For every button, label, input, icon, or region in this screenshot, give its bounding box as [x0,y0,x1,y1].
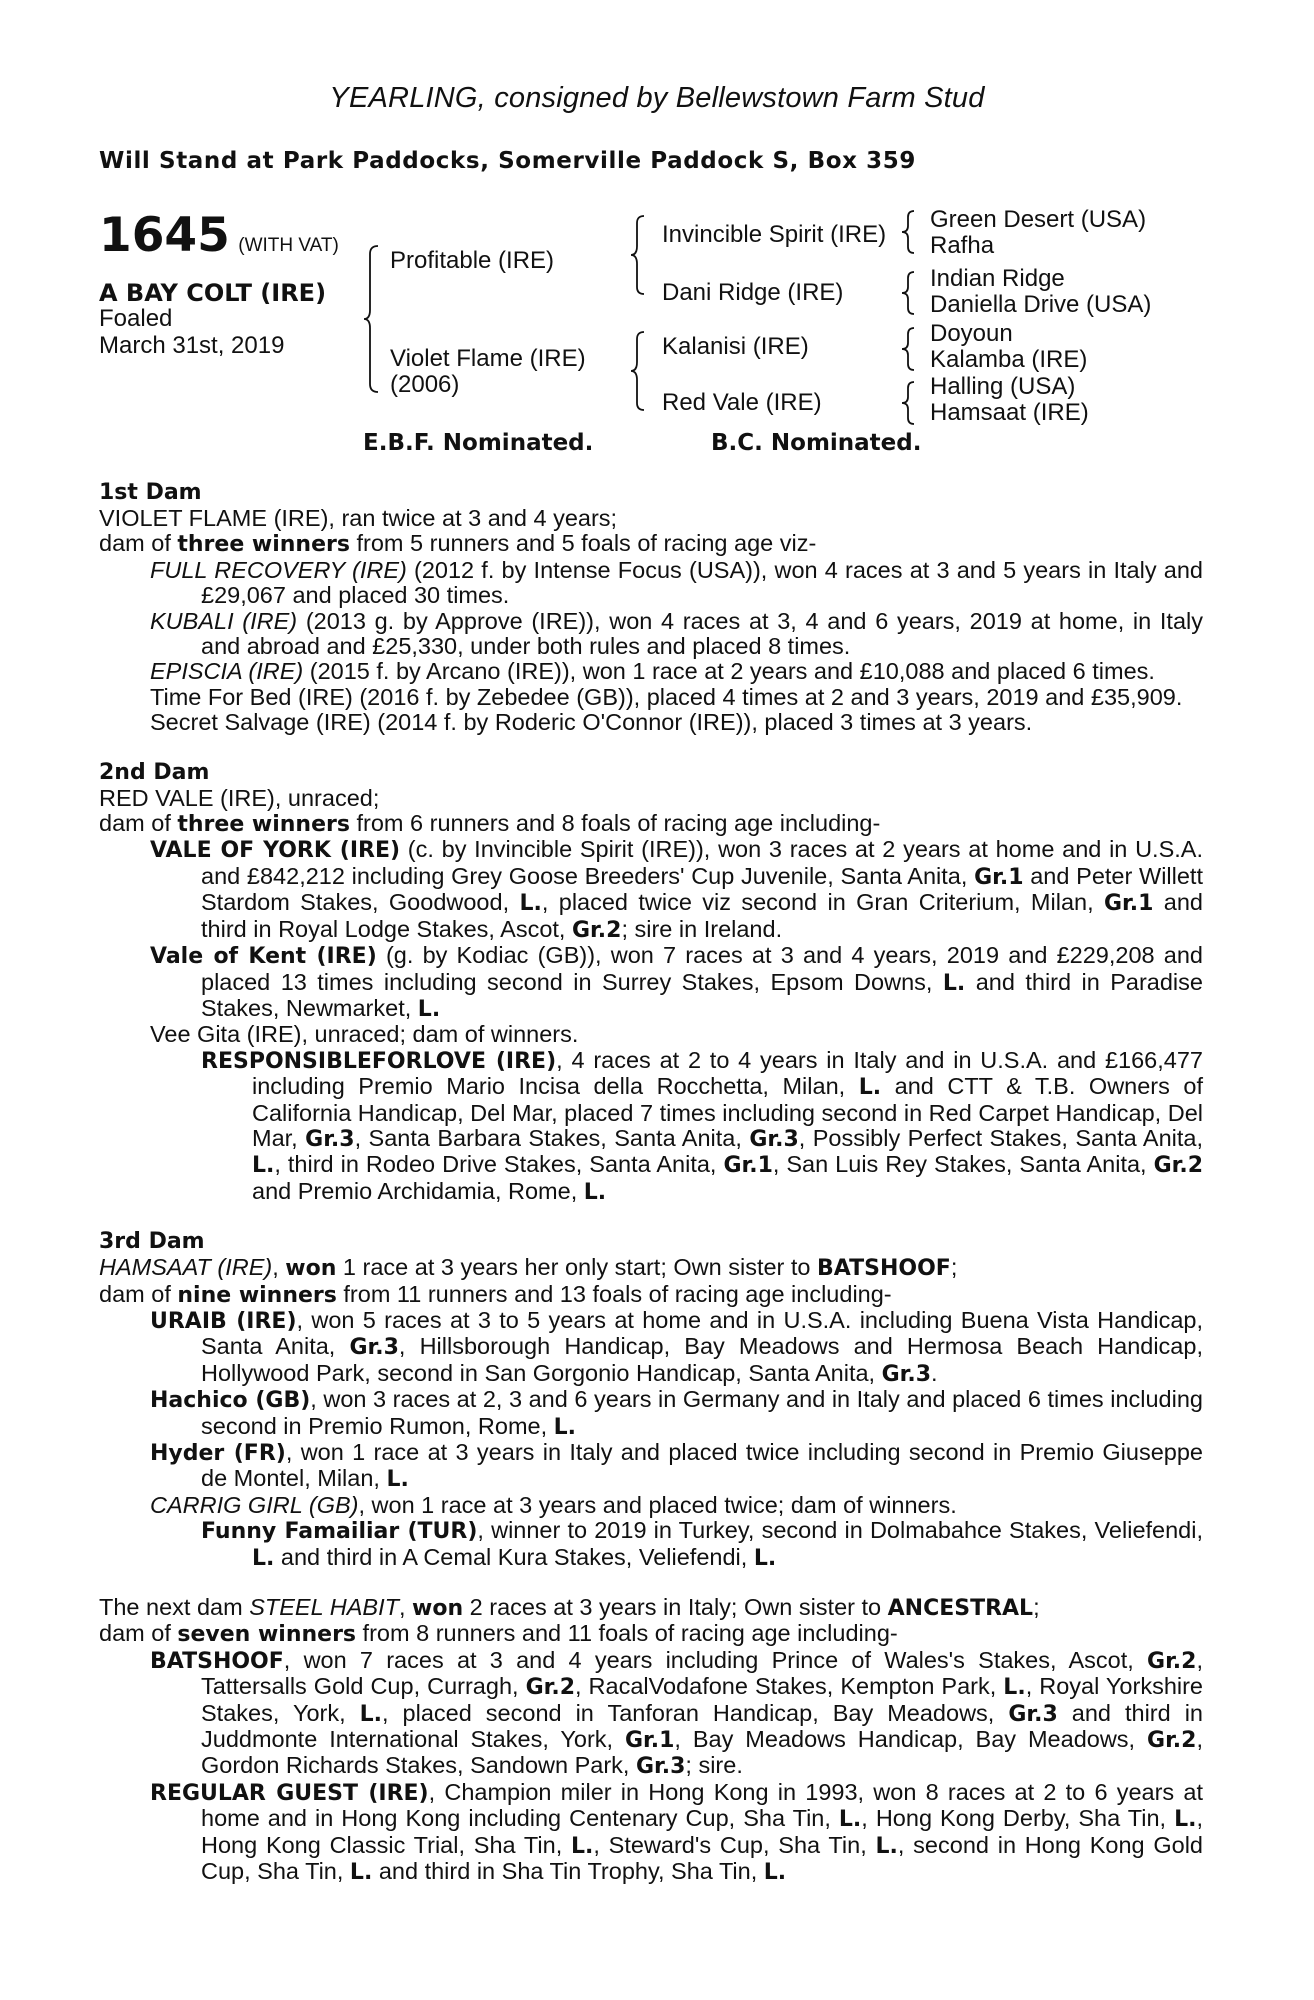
produce-entry [150,1780,1203,1886]
text-run: , third in Rodeo Drive Stakes, Santa Anita, [274,1151,724,1178]
produce-entry [150,1308,1203,1387]
text-run: (2012 f. by Intense Focus (USA)), won 4 races at 3 and 5 years in Italy and £29,067 and placed 30 times. [201,556,1203,609]
bold-run: URAIB (IRE) [150,1308,297,1334]
bold-run: L. [417,996,441,1022]
pedigree-dam-year: (2006) [390,371,460,398]
text-run: 2 races at 3 years in Italy; Own sister to [463,1594,888,1621]
text-run: Time For Bed (IRE) (2016 f. by Zebedee (GB)), placed 4 times at 2 and 3 years, 2019 and £35,909. [150,683,1183,710]
text-run: , Hillsborough Handicap, Bay Meadows and Hermosa Beach Handicap, Hollywood Park, second in San Gorgonio Handicap, Santa Anita, [201,1333,1203,1386]
dam-summary [99,1282,1203,1308]
text-run: The next dam [99,1594,250,1621]
italic-run: HAMSAAT (IRE) [99,1254,273,1281]
pedigree-ggp-8: Hamsaat (IRE) [930,399,1089,426]
produce-entry-grandchild [201,1518,1203,1571]
bold-run: L. [753,1545,777,1571]
bold-run: Hachico (GB) [150,1388,311,1414]
text-run: Vee Gita (IRE), unraced; dam of winners. [150,1021,579,1048]
text-run: , Champion miler in Hong Kong in 1993, won 8 races at 2 to 6 years at home and in Hong Kong including Centenary Cup, Sha Tin, [201,1778,1203,1832]
bold-run: Hyder (FR) [150,1441,286,1466]
second-dam-section [99,760,1203,1206]
bold-run: Gr.3 [349,1335,399,1361]
section-title: 3rd Dam [99,1229,205,1255]
dam-summary [99,531,1203,557]
bold-run: Gr.2 [1147,1728,1197,1754]
text-run: , Possibly Perfect Stakes, Santa Anita, [798,1124,1203,1151]
text-run: ; [1033,1594,1040,1621]
text-run: , won 5 races at 3 to 5 years at home and in U.S.A. including Buena Vista Handicap, Santa Anita, [201,1306,1203,1360]
italic-run: CARRIG GIRL (GB) [150,1491,359,1518]
dam-intro: RED VALE (IRE), unraced; [99,784,380,811]
text-run: dam of [99,530,178,557]
bold-run: Gr.3 [1008,1701,1058,1727]
bold-run: L. [763,1860,787,1886]
pedigree-brace-gg1 [902,209,918,255]
produce-entry [150,1387,1203,1440]
bold-run: seven winners [177,1622,357,1648]
bold-run: L. [349,1860,373,1886]
bold-run: L. [1174,1807,1197,1833]
bold-run: Gr.2 [1153,1153,1203,1179]
bold-run: RESPONSIBLEFORLOVE (IRE) [201,1048,557,1074]
first-dam-section [99,480,1203,736]
produce-entry [150,558,1203,609]
text-run: , 4 races at 2 to 4 years in Italy and in U.S.A. and £166,477 including Premio Mario Incisa della Rocchetta, Milan, [252,1046,1203,1100]
text-run: and CTT & T.B. Owners of California Handicap, Del Mar, placed 7 times including second in Red Carpet Handicap, Del Mar, [252,1073,1203,1151]
produce-entry [150,943,1203,1022]
text-run: and third in Paradise Stakes, Newmarket, [201,968,1203,1021]
text-run: (g. by Kodiac (GB)), won 7 races at 3 and 4 years, 2019 and £229,208 and placed 13 times including second in Surrey Stakes, Epsom Downs, [201,942,1203,995]
pedigree-dam-dam: Red Vale (IRE) [662,389,822,416]
bold-run: Gr.1 [1103,891,1154,917]
pedigree-dam-sire: Kalanisi (IRE) [662,333,809,360]
text-run: , RacalVodafone Stakes, Kempton Park, [575,1673,1004,1700]
bold-run: VALE OF YORK (IRE) [150,838,401,864]
section-title: 1st Dam [99,480,202,505]
bold-run: L. [252,1545,275,1571]
lot-header [99,208,339,263]
dam-intro [99,1595,1203,1621]
text-run: , Hong Kong Classic Trial, Sha Tin, [201,1805,1203,1858]
text-run: from 8 runners and 11 foals of racing age including- [356,1620,898,1647]
lot-vat: (WITH VAT) [238,235,339,256]
produce-entry-grandchild [201,1048,1203,1205]
text-run: , Tattersalls Gold Cup, Curragh, [201,1646,1203,1700]
text-run: and Peter Willett Stardom Stakes, Goodwood, [201,862,1203,916]
text-run: , Hong Kong Derby, Sha Tin, [861,1805,1175,1832]
produce-entry [150,685,1203,710]
text-run: , Royal Yorkshire Stakes, York, [201,1673,1204,1726]
produce-entry [150,659,1203,684]
text-run: . [931,1359,938,1386]
italic-run: KUBALI (IRE) [150,607,298,634]
text-run: , winner to 2019 in Turkey, second in Dolmabahce Stakes, Veliefendi, [477,1517,1204,1544]
bold-run: L. [252,1153,275,1179]
bold-run: L. [519,891,542,917]
text-run: from 11 runners and 13 foals of racing age including- [336,1280,892,1307]
bold-run: Gr.1 [974,864,1024,890]
text-run: from 6 runners and 8 foals of racing age including- [349,810,881,837]
bold-run: won [285,1256,337,1282]
bold-run: L. [386,1467,409,1493]
pedigree-body [99,480,1203,1910]
text-run: 1 race at 3 years her only start; Own sister to [336,1254,818,1281]
bold-run: Gr.2 [1147,1648,1197,1674]
text-run: , [398,1594,413,1621]
text-run: , Santa Barbara Stakes, Santa Anita, [354,1124,750,1151]
text-run: and third in A Cemal Kura Stakes, Veliefendi, [274,1543,754,1570]
bold-run: L. [1003,1675,1026,1701]
text-run: dam of [99,1620,178,1647]
pedigree-brace-dam [631,330,649,412]
bold-run: three winners [177,532,350,558]
text-run: dam of [99,1280,178,1307]
bold-run: L. [553,1414,577,1440]
dam-intro: VIOLET FLAME (IRE), ran twice at 3 and 4 years; [99,505,618,531]
text-run: , won 7 races at 3 and 4 years including Prince of Wales's Stakes, Ascot, [283,1646,1148,1673]
bold-run: Vale of Kent (IRE) [150,944,377,970]
foaled-label: Foaled [99,305,173,332]
text-run: and third in Juddmonte International Stakes, York, [201,1699,1203,1753]
horse-name: A BAY COLT (IRE) [99,279,327,307]
pedigree-brace-gg4 [902,380,918,426]
italic-run: STEEL HABIT [249,1594,399,1621]
pedigree-dam: Violet Flame (IRE) [390,345,586,372]
next-dam-section [99,1595,1203,1885]
pedigree-ggp-6: Kalamba (IRE) [930,346,1088,373]
bold-run: L. [838,1807,862,1833]
pedigree-brace-main [364,244,384,394]
pedigree-ggp-3: Indian Ridge [930,265,1065,292]
italic-run: FULL RECOVERY (IRE) [150,556,407,583]
pedigree-brace-gg3 [902,326,918,372]
text-run: ; [950,1254,958,1281]
text-run: (2013 g. by Approve (IRE)), won 4 races at 3, 4 and 6 years, 2019 at home, in Italy and abroad and £25,330, under both rules and placed 8 times. [201,607,1204,660]
text-run: , Bay Meadows Handicap, Bay Meadows, [674,1726,1148,1753]
bold-run: won [412,1596,464,1622]
dam-intro [99,1255,1203,1281]
third-dam-section [99,1229,1203,1571]
pedigree-brace-gg2 [902,270,918,316]
text-run: , won 1 race at 3 years and placed twice; dam of winners. [358,1491,957,1518]
lot-number: 1645 [99,208,230,263]
bold-run: Gr.1 [624,1728,675,1754]
bold-run: ANCESTRAL [887,1596,1034,1622]
bold-run: L. [858,1075,882,1101]
pedigree-ggp-4: Daniella Drive (USA) [930,291,1152,318]
pedigree-ggp-2: Rafha [930,232,995,259]
text-run: (2015 f. by Arcano (IRE)), won 1 race at 2 years and £10,088 and placed 6 times. [303,658,1155,685]
text-run: from 5 runners and 5 foals of racing age viz- [349,530,817,557]
pedigree-brace-sire [631,214,649,296]
produce-entry [150,1493,1203,1518]
dam-summary [99,811,1203,837]
text-run: (c. by Invincible Spirit (IRE)), won 3 races at 2 years at home and in U.S.A. and £842,212 including Grey Goose Breeders' Cup Juvenile, Santa Anita, [201,836,1203,889]
bold-run: Gr.1 [723,1153,773,1179]
pedigree-sire-sire: Invincible Spirit (IRE) [662,221,887,248]
text-run: dam of [99,810,178,837]
bold-run: Funny Famailiar (TUR) [201,1519,478,1545]
produce-entry [150,1440,1203,1493]
consignor-line: YEARLING, consigned by Bellewstown Farm Stud [329,82,985,114]
stand-location: Will Stand at Park Paddocks, Somerville Paddock S, Box 359 [99,148,916,174]
section-title: 2nd Dam [99,759,210,785]
bold-run: nine winners [177,1282,337,1308]
pedigree-sire: Profitable (IRE) [390,247,555,274]
produce-entry [150,1648,1203,1780]
foaled-info [99,305,284,359]
text-run: , placed twice viz second in Gran Criterium, Milan, [541,889,1104,916]
bold-run: three winners [177,812,350,838]
italic-run: EPISCIA (IRE) [150,658,304,685]
text-run: , won 1 race at 3 years in Italy and placed twice including second in Premio Giuseppe de Montel, Milan, [201,1439,1203,1492]
bold-run: L. [583,1179,607,1205]
produce-entry [150,1022,1203,1047]
text-run: , Gordon Richards Stakes, Sandown Park, [201,1726,1203,1779]
bc-nomination: B.C. Nominated. [711,430,922,456]
text-run: ; sire. [685,1752,743,1779]
bold-run: L. [942,970,966,996]
text-run: , Steward's Cup, Sha Tin, [593,1831,876,1858]
bold-run: L. [875,1833,898,1859]
bold-run: L. [570,1833,594,1859]
bold-run: Gr.2 [572,917,622,943]
text-run: and third in Sha Tin Trophy, Sha Tin, [372,1858,764,1885]
bold-run: BATSHOOF [150,1648,284,1674]
text-run: and Premio Archidamia, Rome, [252,1177,584,1204]
pedigree-ggp-5: Doyoun [930,320,1013,347]
text-run: and third in Royal Lodge Stakes, Ascot, [201,889,1203,942]
pedigree-ggp-7: Halling (USA) [930,373,1076,400]
produce-entry [150,609,1203,660]
bold-run: Gr.3 [305,1126,355,1152]
text-run: , second in Hong Kong Gold Cup, Sha Tin, [201,1831,1203,1885]
bold-run: REGULAR GUEST (IRE) [150,1780,429,1806]
ebf-nomination: E.B.F. Nominated. [363,430,594,456]
produce-entry [150,710,1203,735]
pedigree-ggp-1: Green Desert (USA) [930,206,1147,233]
bold-run: Gr.2 [525,1675,575,1701]
bold-run: Gr.3 [635,1754,686,1780]
bold-run: Gr.3 [881,1361,932,1387]
text-run: ; sire in Ireland. [621,915,783,942]
text-run: , placed second in Tanforan Handicap, Bay Meadows, [382,1699,1009,1726]
text-run: , [272,1254,286,1281]
text-run: , San Luis Rey Stakes, Santa Anita, [772,1151,1154,1178]
text-run: , won 3 races at 2, 3 and 6 years in Germany and in Italy and placed 6 times including second in Premio Rumon, Rome, [201,1386,1203,1439]
foaled-date: March 31st, 2019 [99,332,285,359]
pedigree-sire-dam: Dani Ridge (IRE) [662,279,844,306]
bold-run: L. [359,1701,383,1727]
text-run: Secret Salvage (IRE) (2014 f. by Roderic O'Connor (IRE)), placed 3 times at 3 years. [150,709,1033,736]
bold-run: BATSHOOF [817,1256,951,1282]
dam-summary [99,1621,1203,1647]
produce-entry [150,837,1203,943]
bold-run: Gr.3 [749,1126,799,1152]
